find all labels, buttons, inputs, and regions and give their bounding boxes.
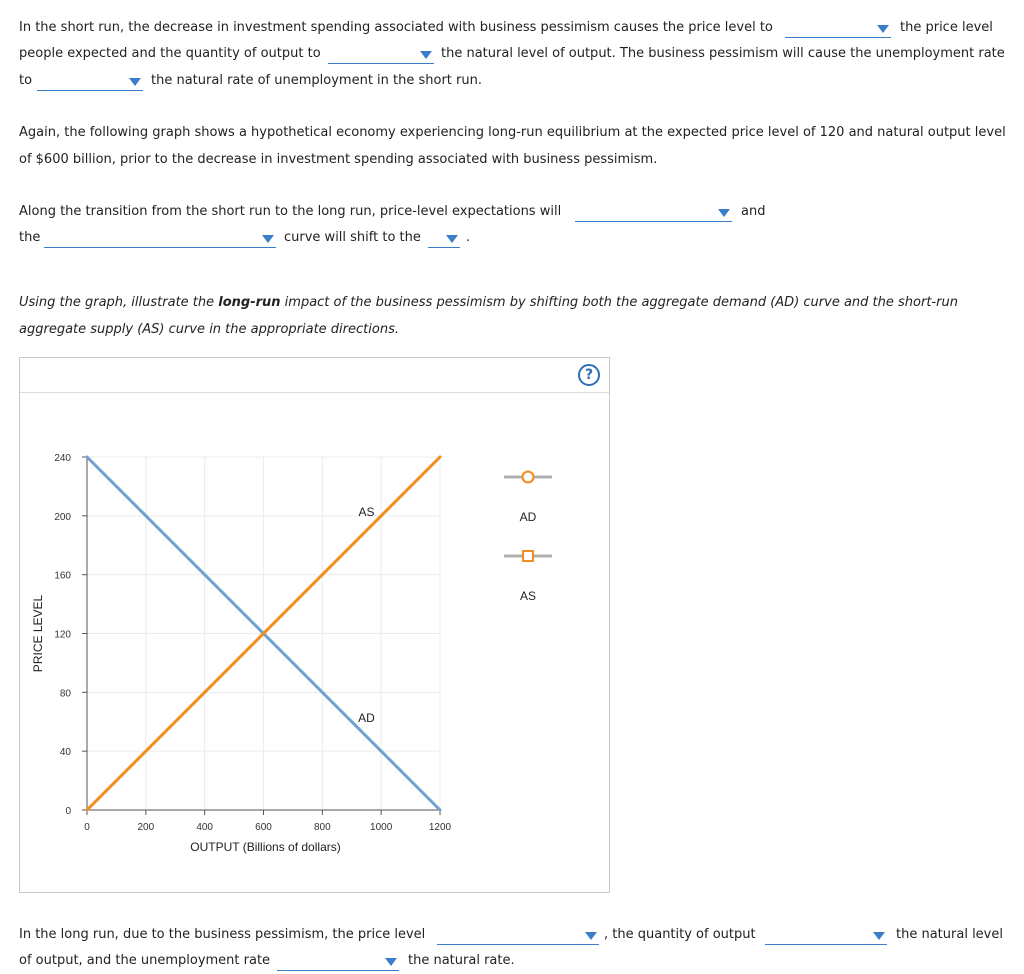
chevron-down-icon xyxy=(718,209,730,217)
q3-text-a: to xyxy=(19,73,33,88)
q2-text-a: people expected and the quantity of output to xyxy=(19,46,321,61)
chevron-down-icon xyxy=(446,235,458,243)
chevron-down-icon xyxy=(873,932,885,940)
price-level-change-dropdown[interactable] xyxy=(785,21,891,38)
q5-text-a: the xyxy=(19,230,41,245)
unemployment-change-dropdown[interactable] xyxy=(37,74,143,91)
q5-text-b: curve will shift to the xyxy=(284,230,421,245)
q6-text-c: the natural level xyxy=(896,927,1003,942)
expectations-dropdown[interactable] xyxy=(575,205,732,222)
instruction-line1 xyxy=(19,295,958,310)
q6-text-a: In the long run, due to the business pessimism, the price level xyxy=(19,927,426,942)
legend-label-ad: AD xyxy=(519,510,537,524)
legend-circle-marker[interactable] xyxy=(523,472,534,483)
long-run-output-dropdown[interactable] xyxy=(765,928,887,945)
x-tick-label: 0 xyxy=(84,822,90,833)
y-tick-label: 120 xyxy=(54,629,71,641)
legend-label-as: AS xyxy=(519,589,537,603)
long-run-unemployment-dropdown[interactable] xyxy=(277,954,399,971)
y-tick-label: 160 xyxy=(54,570,71,582)
instruction-emphasis: long-run xyxy=(218,295,281,310)
graph-panel xyxy=(19,357,610,893)
curve-dropdown[interactable] xyxy=(44,231,276,248)
x-tick-label: 600 xyxy=(255,822,272,833)
ad-as-graph[interactable] xyxy=(20,393,609,893)
ad-curve-label: AD xyxy=(358,710,375,725)
chevron-down-icon xyxy=(877,25,889,33)
x-tick-label: 1000 xyxy=(370,822,393,833)
output-change-dropdown[interactable] xyxy=(328,47,434,64)
x-tick-label: 200 xyxy=(137,822,155,833)
q5-text-c: . xyxy=(466,230,471,245)
y-tick-label: 80 xyxy=(59,688,71,700)
q4-text-a: Along the transition from the short run to the long run, price-level expectations will xyxy=(19,204,562,219)
instruction-part-a: Using the graph, illustrate the xyxy=(19,295,219,310)
y-axis-label: PRICE LEVEL xyxy=(31,594,45,673)
q1-text-b: the price level xyxy=(900,20,993,35)
chevron-down-icon xyxy=(585,932,597,940)
graph-intro-line2: of $600 billion, prior to the decrease in investment spending associated with business pessimism. xyxy=(19,152,658,167)
q4-text-b: and xyxy=(741,204,766,219)
q2-text-b: the natural level of output. The business pessimism will cause the unemployment rate xyxy=(441,46,1005,61)
y-tick-label: 40 xyxy=(59,747,71,759)
q1-text-a: In the short run, the decrease in investment spending associated with business pessimism causes the price level to xyxy=(19,20,773,35)
long-run-price-dropdown[interactable] xyxy=(437,928,599,945)
graph-panel-header xyxy=(20,358,609,393)
q7-text-b: the natural rate. xyxy=(408,953,515,968)
y-tick-label: 0 xyxy=(65,806,71,817)
chevron-down-icon xyxy=(420,51,432,59)
x-tick-label: 1200 xyxy=(428,822,452,833)
y-tick-label: 200 xyxy=(54,511,71,523)
graph-intro-line1: Again, the following graph shows a hypothetical economy experiencing long-run equilibrium at the expected price level of 120 and natural output level xyxy=(19,125,1006,140)
x-axis-label: OUTPUT (Billions of dollars) xyxy=(190,840,341,854)
chevron-down-icon xyxy=(385,958,397,966)
instruction-part-c: impact of the business pessimism by shifting both the aggregate demand (AD) curve and the short-run xyxy=(280,295,958,310)
q3-text-b: the natural rate of unemployment in the short run. xyxy=(151,73,482,88)
q7-text-a: of output, and the unemployment rate xyxy=(19,953,271,968)
x-tick-label: 400 xyxy=(196,822,214,833)
instruction-line2: aggregate supply (AS) curve in the appropriate directions. xyxy=(19,322,399,337)
shift-direction-dropdown[interactable] xyxy=(428,231,460,248)
x-tick-label: 800 xyxy=(313,822,331,833)
y-tick-label: 240 xyxy=(54,453,71,464)
chevron-down-icon xyxy=(262,235,274,243)
chevron-down-icon xyxy=(129,78,141,86)
legend-square-marker[interactable] xyxy=(523,551,533,561)
q6-text-b: , the quantity of output xyxy=(604,927,756,942)
as-curve-label: AS xyxy=(358,504,375,519)
help-icon[interactable]: ? xyxy=(578,364,600,386)
